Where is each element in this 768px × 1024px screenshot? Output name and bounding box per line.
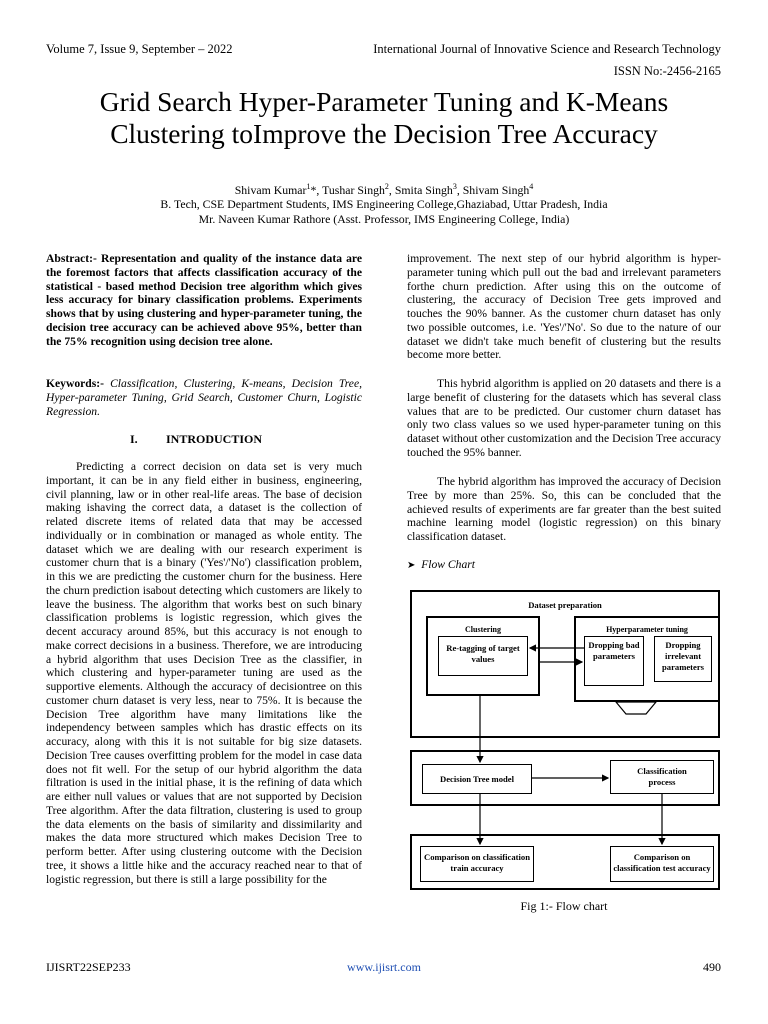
author-4: Shivam Singh bbox=[462, 182, 530, 197]
dropping-bad-label: Dropping bad parameters bbox=[588, 640, 640, 661]
flow-arrows bbox=[410, 590, 720, 890]
figure-caption: Fig 1:- Flow chart bbox=[520, 899, 608, 913]
paper-id: IJISRT22SEP233 bbox=[46, 960, 131, 974]
issn: ISSN No:-2456-2165 bbox=[613, 64, 721, 78]
cmp-train-label: Comparison on classification train accuracy bbox=[424, 852, 530, 873]
abstract bbox=[46, 252, 362, 348]
journal-name: International Journal of Innovative Science and Research Technology bbox=[373, 42, 721, 56]
paragraph-2: This hybrid algorithm is applied on 20 datasets and there is a large benefit of clustering for the datasets which has several class values that are to be predicted. Our customer churn dataset has only two class values so we used hyper-parameter tuning on this dataset without other customization and the Decision Tree accuracy touched the 95% banner. bbox=[407, 377, 721, 459]
retagging-label: Re-tagging of target values bbox=[446, 643, 520, 664]
paper-title bbox=[0, 86, 768, 150]
abstract-text: Representation and quality of the instance data are the foremost factors that affects classification accuracy of the statistical - based method Decision tree algorithm which gives less accuracy for binary classification problems. Experiments shows that by using clustering and hyper-parameter tuning, the decision tree accuracy can be achieved above 95%, better than the 75% recognition using decision tree alone. bbox=[46, 252, 362, 348]
volume-info: Volume 7, Issue 9, September – 2022 bbox=[46, 42, 233, 56]
dropping-irrelevant-label: Dropping irrelevant parameters bbox=[662, 640, 704, 672]
author-3: Smita Singh bbox=[394, 182, 453, 197]
section-number: I. bbox=[130, 432, 138, 446]
author-2: Tushar Singh bbox=[322, 182, 385, 197]
abstract-label: Abstract:- bbox=[46, 252, 97, 265]
author-block bbox=[0, 180, 768, 226]
flow-chart bbox=[410, 590, 720, 890]
intro-continued: improvement. The next step of our hybrid algorithm is hyper-parameter tuning which pull out the bad and irrelevant parameters forthe churn prediction. After using this on the outcome of clustering, the accuracy of Decision Tree gets improved and touches the 90% banner. As the customer churn dataset has only two possible outcomes, i.e. 'Yes'/'No'. So due to the nature of our dataset we didn't take much benefit of clustering but the results become more better. bbox=[407, 252, 721, 362]
paragraph-3: The hybrid algorithm has improved the accuracy of Decision Tree by more than 25%. So, this can be concluded that the achieved results of experiments are far greater than the best suited machine learning model (logistic regression) on this binary classification dataset. bbox=[407, 475, 721, 543]
title-line-2: Clustering toImprove the Decision Tree Accuracy bbox=[110, 118, 658, 149]
journal-link[interactable]: www.ijisrt.com bbox=[347, 960, 421, 974]
mentor: Mr. Naveen Kumar Rathore (Asst. Professor, IMS Engineering College, India) bbox=[198, 211, 570, 226]
intro-paragraph: Predicting a correct decision on data set is very much important, it can be in any field either in business, engineering, civil planning, law or in other real-life areas. The base of decision making ishaving the correct data, a dataset is the collection of related discrete items of related data that may be accessed individually or in combination or managed as whole entity. The dataset which we are dealing with our research experiment is customer churn that is a binary ('Yes'/'No') classification problem, in this we are predicting the customer churn for the business. Here the churn prediction isabout detecting which customers are likely to leave the business. The algorithm that works best on such binary classification problems is logistic regression, which gives the decent accuracy around 85%, but this accuracy is not enough to make correct decisions in a business. Therefore, we are introducing a hybrid algorithm that uses Decision Tree as the classifier, in which clustering and hyper-parameter tuning are used as the supportive elements. Although the accuracy of decisiontree on this customer churn dataset is very less, near to 75%. It is because the Decision Tree algorithm have many limitations like the independency between samples which has drastic effects on its accuracy, along with this it is not suitable for big size datasets. Decision Tree causes overfitting problem for the model in case data does not fit well. For the setup of our hybrid algorithm the data filtration is used in the initial phase, it is the refining of data which are either null values or values that are not supported by Decision Tree algorithm. After the data filtration, clustering is used to group the data elements on the basis of similarity and dissimilarity and makes the data more structured which makes Decision Tree to perform better. After using clustering outcome with the Decision tree, it shows a little hike and the accuracy reached near to that of logistic regression, but there is still a large possibility for the bbox=[46, 460, 362, 886]
title-line-1: Grid Search Hyper-Parameter Tuning and K-Means bbox=[99, 86, 669, 117]
author-1: Shivam Kumar bbox=[234, 182, 307, 197]
cmp-test-label: Comparison on classification test accuracy bbox=[613, 852, 711, 873]
dataset-prep-label: Dataset preparation bbox=[528, 600, 602, 610]
affiliation: B. Tech, CSE Department Students, IMS Engineering College,Ghaziabad, Uttar Pradesh, India bbox=[160, 197, 608, 212]
page-number: 490 bbox=[703, 960, 721, 974]
keywords-label: Keywords:- bbox=[46, 377, 104, 390]
dt-model-label: Decision Tree model bbox=[440, 774, 514, 784]
clustering-label: Clustering bbox=[465, 625, 501, 634]
hyperparameter-label: Hyperparameter tuning bbox=[606, 625, 688, 634]
section-title: INTRODUCTION bbox=[166, 432, 263, 446]
keywords-text: Classification, Clustering, K-means, Decision Tree, Hyper-parameter Tuning, Grid Search, Customer Churn, Logistic Regression. bbox=[46, 377, 362, 418]
flow-chart-heading: ➤ Flow Chart bbox=[407, 558, 475, 571]
keywords bbox=[46, 377, 362, 418]
bullet-arrow-icon: ➤ bbox=[407, 560, 416, 571]
classification-label: Classification process bbox=[637, 766, 687, 787]
author-names: Shivam Kumar$^1$*, Tushar Singh$^2$, Smita Singh$^3$, Shivam Singh$^4$ bbox=[234, 182, 534, 197]
